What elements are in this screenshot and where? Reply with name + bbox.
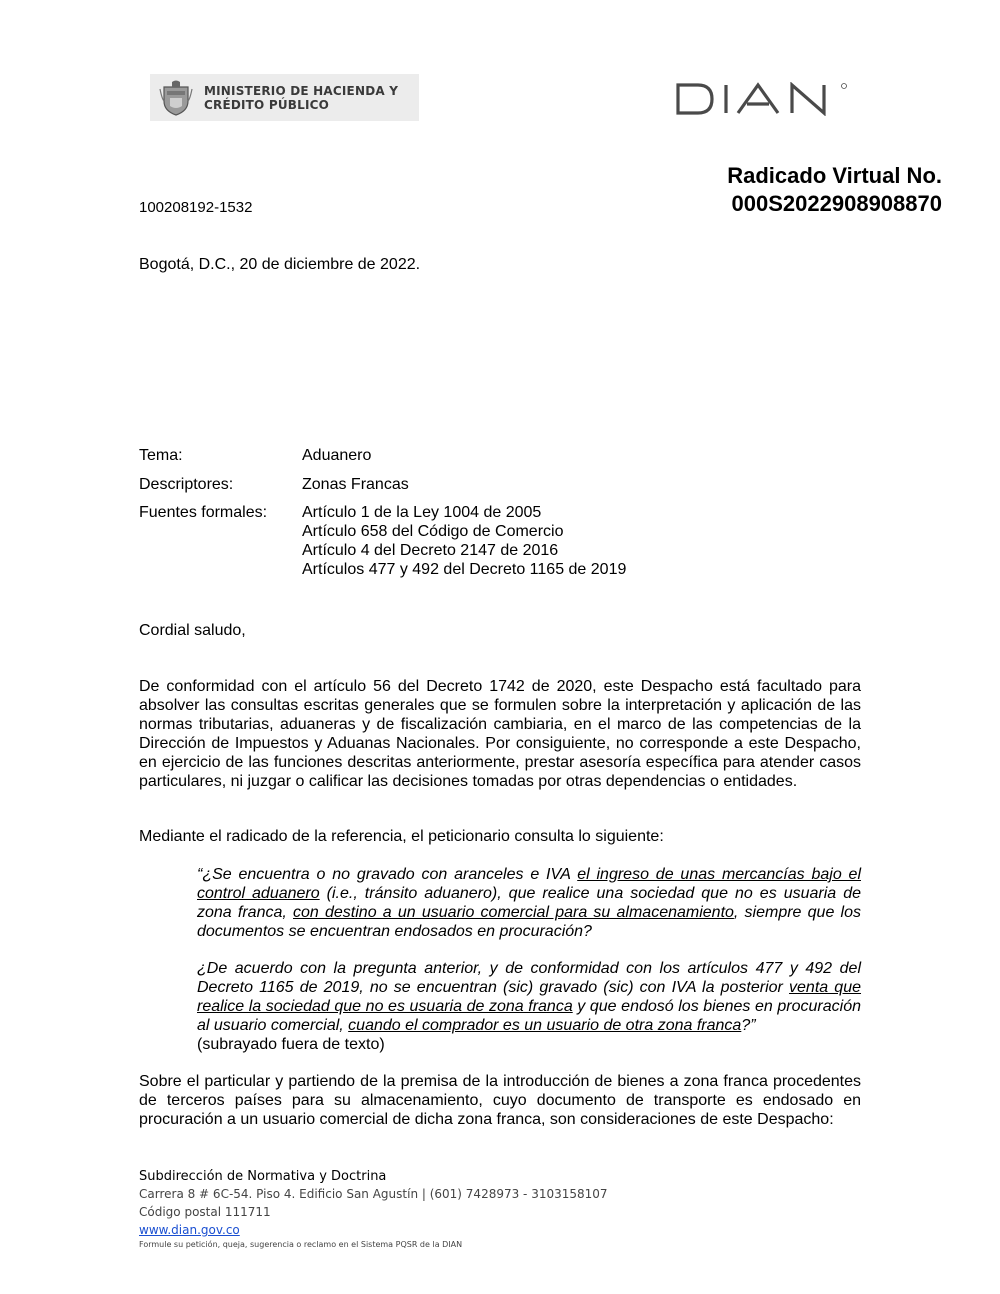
tema-label: Tema: <box>139 447 183 464</box>
fuente-item: Artículo 1 de la Ley 1004 de 2005 <box>302 504 542 521</box>
fuente-item: Artículos 477 y 492 del Decreto 1165 de 2019 <box>302 561 627 578</box>
quote-underlined: el ingreso de unas mercancías bajo el control aduanero <box>197 866 861 902</box>
coat-of-arms-icon <box>158 79 194 117</box>
descriptores-value: Zonas Francas <box>302 476 409 493</box>
footer-pqsr-note: Formule su petición, queja, sugerencia o reclamo en el Sistema PQSR de la DIAN <box>139 1240 463 1249</box>
radicado-number: 000S2022908908870 <box>731 191 942 216</box>
ministry-name-line1: MINISTERIO DE HACIENDA Y <box>204 83 399 98</box>
quote-underlined: cuando el comprador es un usuario de otra zona franca <box>348 1017 742 1034</box>
quote-text: , siempre que los documentos se encuentran endosados en procuración? <box>197 904 861 940</box>
footer-postal: Código postal 111711 <box>139 1205 271 1219</box>
quoted-question-2 <box>197 959 861 1054</box>
paragraph-competence: De conformidad con el artículo 56 del Decreto 1742 de 2020, este Despacho está facultado para absolver las consultas escritas generales que se formulen sobre la interpretación y aplicación de las normas tributarias, aduaneras y de fiscalización cambiaria, en el marco de las competencias de la Dirección de Impuestos y Aduanas Nacionales. Por consiguiente, no corresponde a este Despacho, en ejercicio de las funciones descritas anteriormente, prestar asesoría específica para atender casos particulares, ni juzgar o calificar las decisiones tomadas por otras dependencias o entidades. <box>139 678 861 790</box>
descriptores-label: Descriptores: <box>139 476 234 493</box>
quoted-question-1 <box>197 865 861 941</box>
footer-website-link[interactable]: www.dian.gov.co <box>139 1223 240 1237</box>
tema-value: Aduanero <box>302 447 372 464</box>
ministry-name-line2: CRÉDITO PÚBLICO <box>204 97 330 112</box>
quote-text: (i.e., tránsito aduanero), que realice una sociedad que no es usuaria de zona franca, <box>197 885 861 921</box>
greeting: Cordial saludo, <box>139 622 246 639</box>
quote-underlined: con destino a un usuario comercial para su almacenamiento <box>293 904 734 921</box>
fuente-item: Artículo 658 del Código de Comercio <box>302 523 564 540</box>
quote-underlined: venta que realice la sociedad que no es usuaria de zona franca <box>197 979 862 1015</box>
quote-text: ?” <box>741 1017 756 1034</box>
fuente-item: Artículo 4 del Decreto 2147 de 2016 <box>302 542 559 559</box>
ministry-name <box>204 84 398 112</box>
reference-number: 100208192-1532 <box>139 199 253 216</box>
paragraph-query-intro: Mediante el radicado de la referencia, el peticionario consulta lo siguiente: <box>139 828 664 845</box>
radicado-label: Radicado Virtual No. <box>727 163 942 188</box>
fuentes-label: Fuentes formales: <box>139 504 268 521</box>
quote-text: “¿Se encuentra o no gravado con aranceles e IVA <box>197 866 578 883</box>
dian-logo <box>676 82 850 116</box>
quote-note: (subrayado fuera de texto) <box>197 1036 385 1053</box>
quote-text: y que endosó los bienes en procuración al usuario comercial, <box>197 998 861 1034</box>
paragraph-considerations: Sobre el particular y partiendo de la premisa de la introducción de bienes a zona franca procedentes de terceros países para su almacenamiento, cuyo documento de transporte es endosado en procuración a un usuario comercial de dicha zona franca, son consideraciones de este Despacho: <box>139 1073 861 1128</box>
fuentes-list <box>302 503 626 579</box>
place-date: Bogotá, D.C., 20 de diciembre de 2022. <box>139 256 421 273</box>
ministry-logo <box>150 74 419 121</box>
footer <box>139 1168 608 1251</box>
footer-office: Subdirección de Normativa y Doctrina <box>139 1169 387 1184</box>
quote-text: ¿De acuerdo con la pregunta anterior, y de conformidad con los artículos 477 y 492 del Decreto 1165 de 2019, no se encuentran (sic) gravado (sic) con IVA la posterior <box>197 960 861 996</box>
footer-address: Carrera 8 # 6C-54. Piso 4. Edificio San Agustín | (601) 7428973 - 3103158107 <box>139 1187 608 1201</box>
